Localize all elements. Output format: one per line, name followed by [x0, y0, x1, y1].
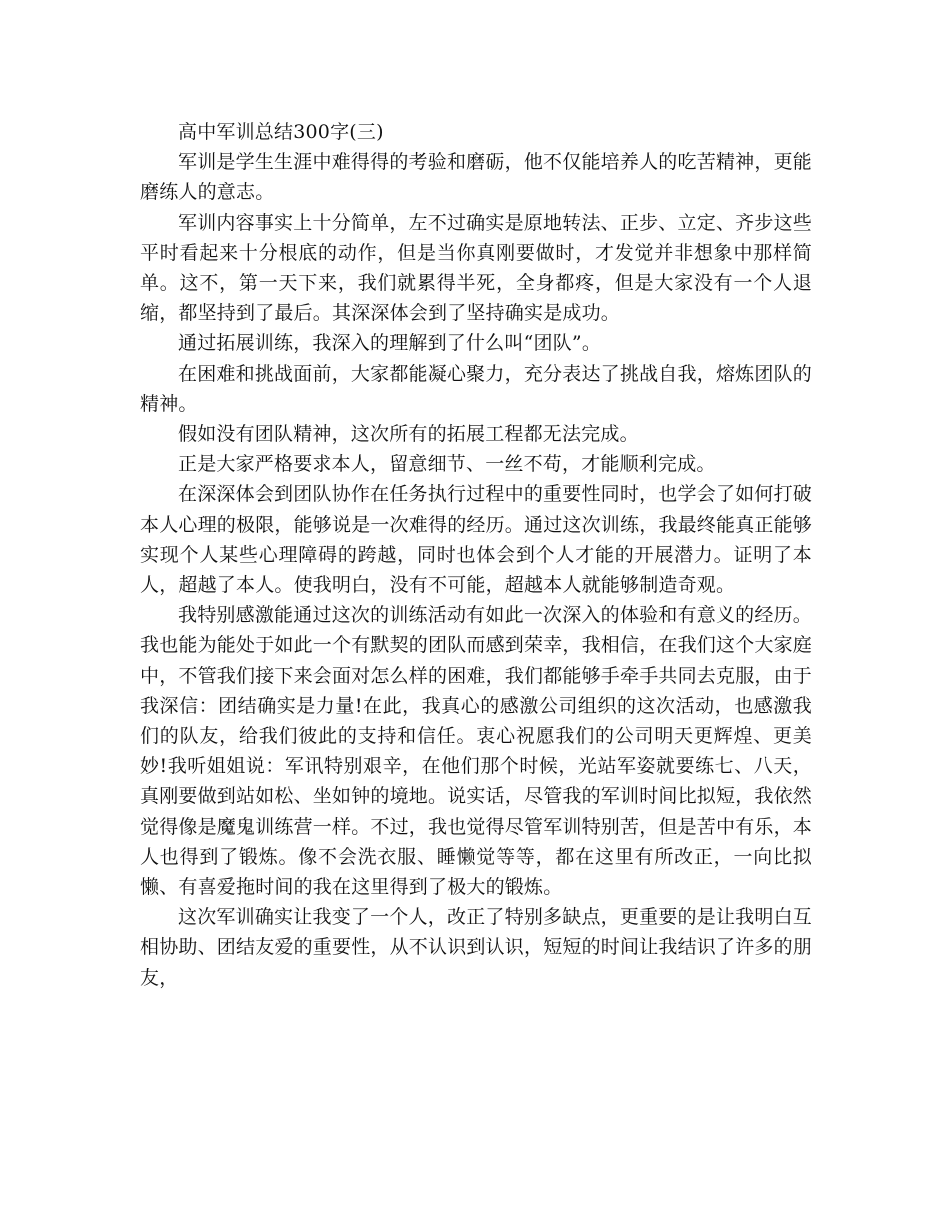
paragraph-3: 通过拓展训练，我深入的理解到了什么叫“团队”。 — [178, 332, 602, 355]
paragraph-1: 军训是学生生涯中难得得的考验和磨砺，他不仅能培养人的吃苦精神，更能磨练人的意志。 — [140, 151, 812, 204]
paragraph-5: 假如没有团队精神，这次所有的拓展工程都无法完成。 — [178, 423, 639, 446]
paragraph-7: 在深深体会到团队协作在任务执行过程中的重要性同时，也学会了如何打破本人心理的极限，能够说是一次难得的经历。通过这次训练，我最终能真正能够实现个人某些心理障碍的跨越，同时也体会到个人才能的开展潜力。证明了本人，超越了本人。使我明白，没有不可能，超越本人就能够制造奇观。 — [140, 483, 813, 597]
paragraph-2: 军训内容事实上十分简单，左不过确实是原地转法、正步、立定、齐步这些平时看起来十分根底的动作，但是当你真刚要做时，才发觉并非想象中那样简单。这不，第一天下来，我们就累得半死，全身都疼，但是大家没有一个人退缩，都坚持到了最后。其深深体会到了坚持确实是成功。 — [140, 211, 812, 325]
document-body — [140, 117, 812, 993]
paragraph-9: 这次军训确实让我变了一个人，改正了特别多缺点，更重要的是让我明白互相协助、团结友爱的重要性，从不认识到认识，短短的时间让我结识了许多的朋友， — [140, 906, 813, 989]
paragraph-4: 在困难和挑战面前，大家都能凝心聚力，充分表达了挑战自我，熔炼团队的精神。 — [140, 362, 812, 415]
document-title: 高中军训总结300字(三) — [178, 121, 384, 143]
paragraph-6: 正是大家严格要求本人，留意细节、一丝不苟，才能顺利完成。 — [178, 453, 716, 476]
paragraph-8: 我特别感激能通过这次的训练活动有如此一次深入的体验和有意义的经历。我也能为能处于如此一个有默契的团队而感到荣幸，我相信，在我们这个大家庭中，不管我们接下来会面对怎么样的困难，我们都能够手牵手共同去克服，由于我深信：团结确实是力量!在此，我真心的感激公司组织的这次活动，也感激我们的队友，给我们彼此的支持和信任。衷心祝愿我们的公司明天更辉煌、更美妙!我听姐姐说：军讯特别艰辛，在他们那个时候，光站军姿就要练七、八天，真刚要做到站如松、坐如钟的境地。说实话，尽管我的军训时间比拟短，我依然觉得像是魔鬼训练营一样。不过，我也觉得尽管军训特别苦，但是苦中有乐，本人也得到了锻炼。像不会洗衣服、睡懒觉等等，都在这里有所改正，一向比拟懒、有喜爱拖时间的我在这里得到了极大的锻炼。 — [140, 604, 813, 899]
